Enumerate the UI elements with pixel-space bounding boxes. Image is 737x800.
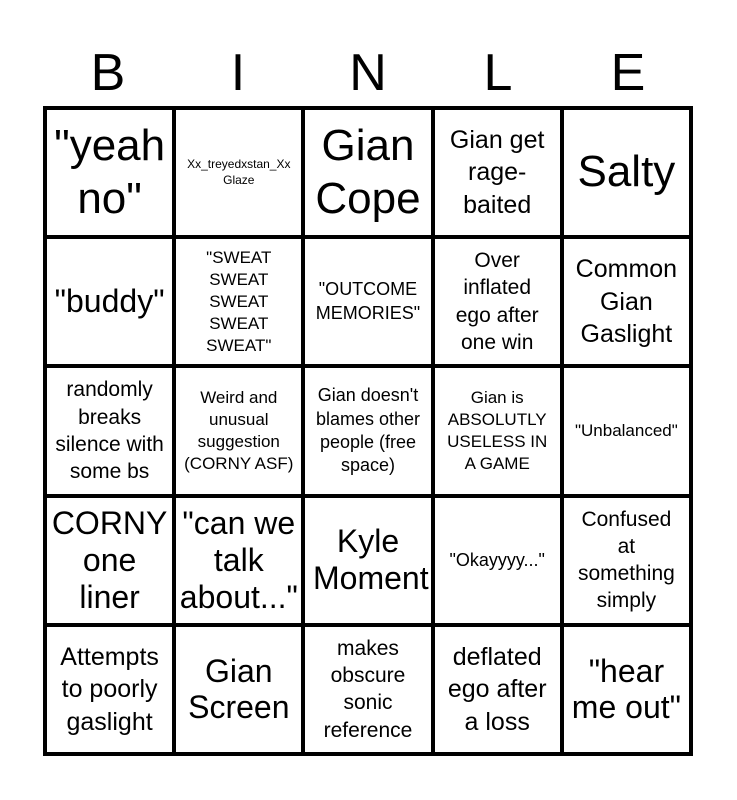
bingo-grid — [43, 106, 693, 756]
cell-text: Weird and unusual suggestion (CORNY ASF) — [184, 387, 294, 474]
bingo-cell-6[interactable] — [45, 237, 174, 366]
cell-text: Confused at something simply — [577, 507, 675, 613]
cell-text: makes obscure sonic reference — [323, 636, 413, 742]
header-letter-1: B — [90, 44, 126, 102]
bingo-cell-19[interactable] — [433, 496, 562, 625]
cell-text: "Unbalanced" — [574, 420, 678, 440]
bingo-cell-12[interactable] — [174, 366, 303, 495]
bingo-cell-1[interactable] — [45, 108, 174, 237]
bingo-cell-10[interactable] — [562, 237, 691, 366]
bingo-header — [43, 40, 693, 106]
cell-text: "Okayyyy..." — [449, 549, 545, 570]
bingo-cell-2[interactable] — [174, 108, 303, 237]
bingo-cell-18[interactable] — [303, 496, 432, 625]
header-letter-2: I — [230, 44, 246, 102]
cell-text: Gian get rage-baited — [449, 125, 545, 219]
header-letter-4: L — [483, 44, 513, 102]
bingo-cell-22[interactable] — [174, 625, 303, 754]
bingo-cell-16[interactable] — [45, 496, 174, 625]
header-letter-5: E — [610, 44, 646, 102]
cell-text: Attempts to poorly gaslight — [60, 642, 159, 736]
cell-text: CORNY one liner — [51, 505, 168, 615]
cell-text: "hear me out" — [571, 652, 681, 726]
bingo-cell-3[interactable] — [303, 108, 432, 237]
cell-text: Over inflated ego after one win — [455, 249, 539, 355]
bingo-cell-11[interactable] — [45, 366, 174, 495]
header-letter-3: N — [349, 44, 387, 102]
bingo-cell-8[interactable] — [303, 237, 432, 366]
cell-text: "yeah no" — [54, 120, 166, 223]
bingo-cell-5[interactable] — [562, 108, 691, 237]
cell-text: "SWEAT SWEAT SWEAT SWEAT SWEAT" — [206, 247, 272, 355]
cell-text: Gian Cope — [315, 120, 421, 223]
bingo-cell-15[interactable] — [562, 366, 691, 495]
bingo-cell-20[interactable] — [562, 496, 691, 625]
bingo-cell-24[interactable] — [433, 625, 562, 754]
bingo-cell-7[interactable] — [174, 237, 303, 366]
cell-text: Common Gian Gaslight — [575, 255, 678, 349]
cell-text: Gian is ABSOLUTLY USELESS IN A GAME — [447, 387, 548, 474]
cell-text: Gian Screen — [188, 652, 290, 726]
bingo-cell-25[interactable] — [562, 625, 691, 754]
bingo-cell-13[interactable] — [303, 366, 432, 495]
bingo-cell-4[interactable] — [433, 108, 562, 237]
cell-text: Gian doesn't blames other people (free space) — [315, 385, 421, 476]
bingo-cell-9[interactable] — [433, 237, 562, 366]
bingo-cell-14[interactable] — [433, 366, 562, 495]
cell-text: randomly breaks silence with some bs — [55, 378, 164, 484]
cell-text: Kyle Moment — [312, 523, 429, 597]
cell-text: "buddy" — [54, 283, 165, 320]
bingo-cell-21[interactable] — [45, 625, 174, 754]
cell-text: "can we talk about..." — [179, 505, 298, 615]
cell-text: Xx_treyedxstan_Xx Glaze — [187, 157, 291, 187]
bingo-cell-17[interactable] — [174, 496, 303, 625]
cell-text: deflated ego after a loss — [447, 642, 547, 736]
bingo-cell-23[interactable] — [303, 625, 432, 754]
cell-text: Salty — [577, 147, 676, 197]
cell-text: "OUTCOME MEMORIES" — [315, 279, 421, 323]
